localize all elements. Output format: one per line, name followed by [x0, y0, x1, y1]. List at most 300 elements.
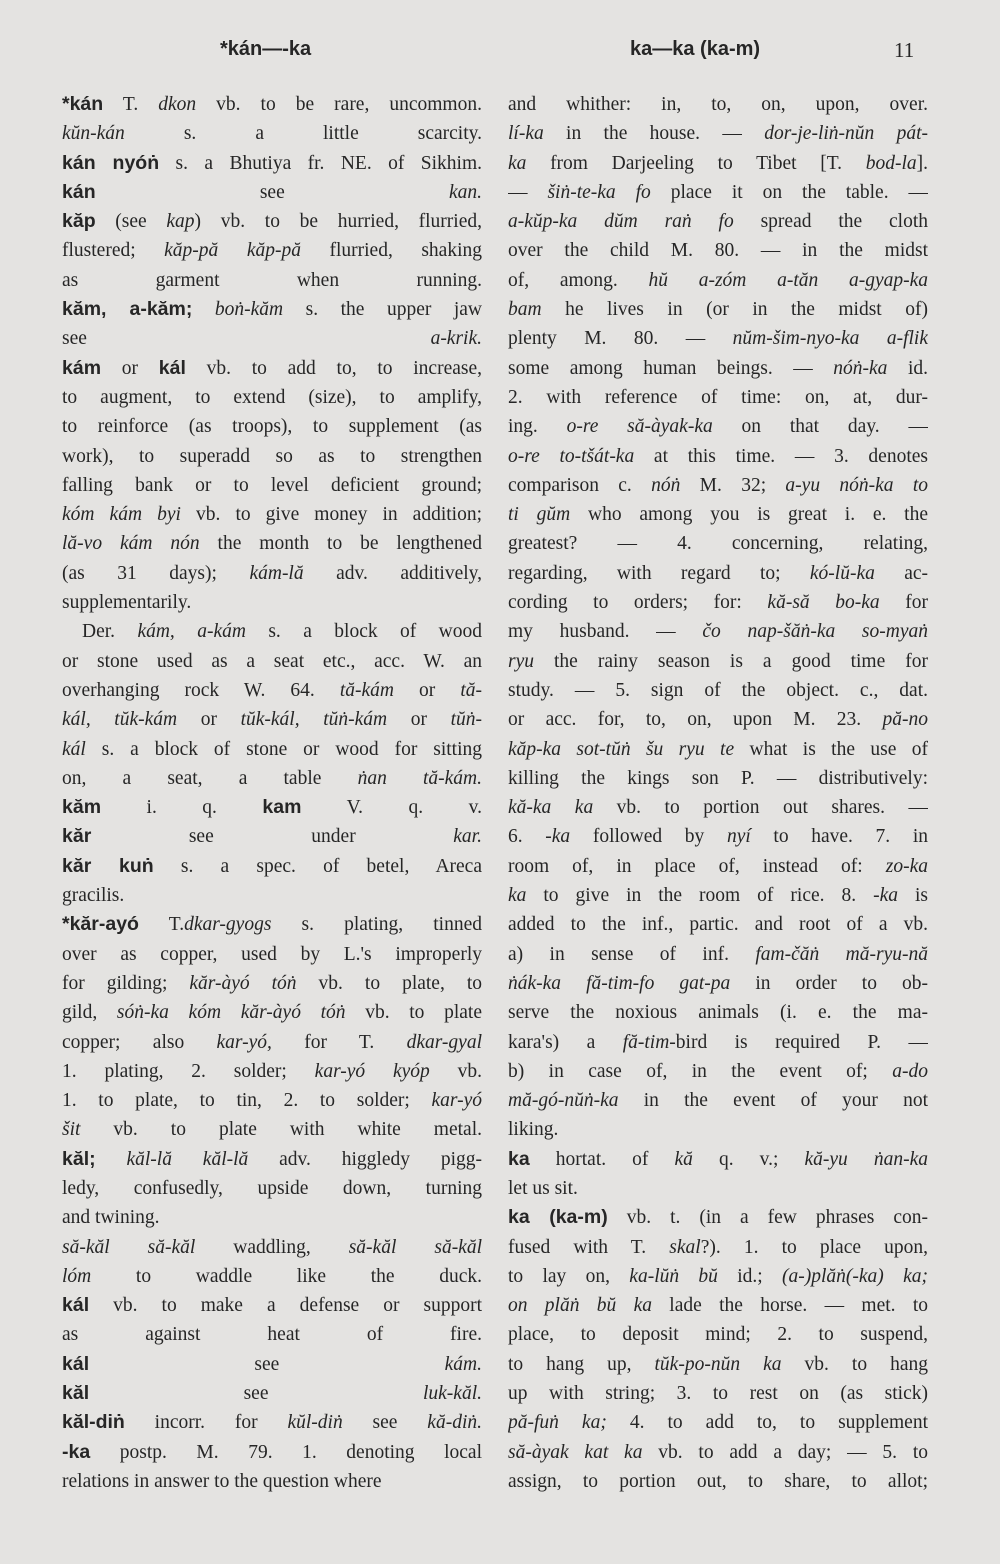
definition-text: 4. to add to, to supplement	[606, 1412, 928, 1434]
definition-text: T.	[138, 914, 185, 936]
definition-text: incorr. for	[124, 1412, 288, 1434]
italic-term: (a-)plăṅ(-ka) ka;	[782, 1265, 928, 1287]
italic-term: dkar-gyogs	[184, 914, 272, 936]
headword: kăp	[62, 210, 96, 233]
text-line	[508, 442, 928, 471]
italic-term: ti gŭm	[508, 504, 571, 526]
definition-text: to reinforce (as troops), to supplement (as	[62, 416, 482, 438]
text-line	[508, 764, 928, 793]
text-line	[508, 471, 928, 500]
definition-text: who among you is great i. e. the	[570, 504, 928, 526]
italic-term: să-kăl să-kăl	[348, 1236, 482, 1258]
definition-text: relations in answer to the question where	[62, 1470, 382, 1492]
definition-text: s. the upper jaw	[283, 299, 482, 321]
text-line	[508, 266, 928, 295]
definition-text: added to the inf., partic. and root of a vb.	[508, 914, 928, 936]
headword: *kăr-ayó	[62, 913, 139, 936]
definition-text: as against heat of fire.	[62, 1324, 482, 1346]
definition-text: vb. to plate, to	[296, 972, 482, 994]
text-line	[62, 1467, 482, 1496]
text-line	[508, 588, 928, 617]
definition-text: gracilis.	[62, 885, 125, 907]
definition-text: regarding, with regard to;	[508, 562, 810, 584]
italic-term: nóṅ-ka	[833, 357, 888, 379]
text-line	[508, 969, 928, 998]
definition-text: Der.	[82, 621, 138, 643]
definition-text: T.	[103, 94, 159, 115]
text-line	[508, 178, 928, 207]
definition-text: plenty M. 80. —	[508, 328, 733, 350]
italic-term: kap	[166, 211, 195, 233]
italic-term: kŭn-kán	[62, 123, 125, 145]
italic-term: kám, a-kám	[137, 621, 246, 643]
definition-text: a) in sense of inf.	[508, 943, 756, 965]
text-line	[508, 500, 928, 529]
definition-text: s. a block of stone or wood for sitting	[85, 738, 482, 760]
header-right-guideword: ka—ka (ka-m)	[630, 38, 761, 60]
text-line	[62, 940, 482, 969]
definition-text: id.;	[717, 1265, 782, 1287]
definition-text: copper; also	[62, 1031, 217, 1053]
text-line	[508, 295, 928, 324]
text-line	[508, 940, 928, 969]
italic-term: ṅák-ka fă-tim-fo gat-pa	[508, 972, 731, 994]
definition-text: ac-	[874, 562, 928, 584]
italic-term: ka	[508, 885, 527, 907]
italic-term: ryu	[508, 650, 534, 672]
italic-term: skal	[669, 1236, 701, 1258]
definition-text: or stone used as a seat etc., acc. W. an	[62, 650, 482, 672]
definition-text: at this time. — 3. denotes	[634, 445, 928, 467]
text-line	[62, 1262, 482, 1291]
italic-term: bam	[508, 299, 542, 321]
definition-text: see under	[91, 826, 454, 848]
text-line	[508, 617, 928, 646]
definition-text: vb. t. (in a few phrases con-	[607, 1207, 928, 1229]
italic-term: tŭk-kál, tŭṅ-kám	[240, 709, 388, 731]
text-line	[508, 1115, 928, 1144]
definition-text: some among human beings. —	[508, 357, 834, 379]
italic-term: fam-čăṅ mă-ryu-nă	[755, 943, 928, 965]
italic-term: kă-ka ka	[508, 797, 594, 819]
definition-text: vb. to add a day; — 5. to	[642, 1441, 928, 1463]
definition-text: vb. to give money in addition;	[180, 504, 482, 526]
text-line	[62, 471, 482, 500]
italic-term: luk-kăl.	[422, 1383, 482, 1405]
definition-text: waddling,	[195, 1236, 349, 1258]
text-line	[508, 412, 928, 441]
italic-term: fă-tim	[622, 1031, 670, 1053]
text-line	[62, 910, 482, 939]
text-line	[508, 1320, 928, 1349]
text-line	[62, 793, 482, 822]
text-line	[508, 998, 928, 1027]
text-line	[62, 442, 482, 471]
text-line	[62, 1291, 482, 1320]
italic-term: pă-no	[882, 709, 928, 731]
definition-text: vb. to plate with white metal.	[80, 1119, 482, 1141]
text-line	[508, 822, 928, 851]
italic-term: pă-fuṅ ka;	[508, 1412, 607, 1434]
italic-term: kă-yu ṅan-ka	[804, 1148, 928, 1170]
headword: kán	[62, 180, 96, 203]
definition-text: ledy, confusedly, upside down, turning	[62, 1177, 482, 1199]
text-line	[508, 910, 928, 939]
italic-term: kar-yó kyóp	[314, 1060, 430, 1082]
definition-text: flustered;	[62, 240, 165, 262]
text-line	[62, 1233, 482, 1262]
text-line	[62, 266, 482, 295]
headword: kăm, a-kăm;	[62, 298, 193, 321]
text-line	[508, 1262, 928, 1291]
definition-text: over the child M. 80. — in the midst	[508, 240, 928, 262]
definition-text: V. q. v.	[301, 797, 482, 819]
text-line	[62, 324, 482, 353]
text-line	[508, 852, 928, 881]
definition-text: followed by	[570, 826, 727, 848]
headword: kăm	[62, 796, 102, 819]
definition-text: kara's) a	[508, 1031, 623, 1053]
definition-text: he lives in (or in the midst of)	[541, 299, 928, 321]
definition-text: is	[898, 885, 928, 907]
headword: ka	[508, 1147, 530, 1170]
text-line	[62, 647, 482, 676]
definition-text: my husband. —	[508, 621, 703, 643]
text-line	[508, 119, 928, 148]
definition-text: see	[89, 1353, 445, 1375]
text-line	[62, 1438, 482, 1467]
definition-text: from Darjeeling to Tibet [T.	[526, 152, 866, 174]
italic-term: tă-	[460, 679, 482, 701]
text-line	[62, 178, 482, 207]
headword: kăl-diṅ	[62, 1411, 125, 1434]
definition-text: to give in the room of rice. 8.	[526, 885, 874, 907]
headword: kăl	[62, 1382, 90, 1405]
header-left-guideword: *kán—-ka	[220, 38, 312, 60]
italic-term: kar.	[453, 826, 482, 848]
italic-term: tŭṅ-	[450, 709, 482, 731]
definition-text: i. q.	[101, 797, 263, 819]
definition-text: (see	[95, 211, 167, 233]
italic-term: zo-ka	[885, 855, 928, 877]
definition-text: vb. to make a defense or support	[89, 1295, 482, 1317]
text-line	[508, 236, 928, 265]
headword: kán nyóṅ	[62, 151, 160, 174]
definition-text: serve the noxious animals (i. e. the ma-	[508, 1002, 928, 1024]
text-line	[62, 1145, 482, 1174]
definition-text: place, to deposit mind; 2. to suspend,	[508, 1324, 928, 1346]
italic-term: mă-gó-nŭṅ-ka	[508, 1090, 619, 1112]
definition-text: to augment, to extend (size), to amplify,	[62, 386, 482, 408]
definition-text: ?). 1. to place upon,	[700, 1236, 928, 1258]
italic-term: kăr-àyó tóṅ	[189, 972, 297, 994]
headword: kăr kuṅ	[62, 854, 154, 877]
definition-text: the rainy season is a good time for	[534, 650, 928, 672]
definition-text: for	[879, 592, 928, 614]
headword: kăl;	[62, 1147, 96, 1170]
text-line	[62, 881, 482, 910]
definition-text: liking.	[508, 1119, 559, 1141]
definition-text: falling bank or to level deficient ground;	[62, 474, 482, 496]
text-line	[508, 383, 928, 412]
italic-term: šiṅ-te-ka fo	[547, 181, 651, 203]
italic-term: -ka	[545, 826, 571, 848]
definition-text: see	[89, 1383, 423, 1405]
right-column	[508, 90, 928, 1496]
italic-term: čo nap-šăṅ-ka so-myaṅ	[702, 621, 928, 643]
italic-term: tă-kám	[339, 679, 394, 701]
definition-text: vb. to add to, to increase,	[185, 357, 482, 379]
italic-term: lóm	[62, 1265, 92, 1287]
definition-text: gild,	[62, 1002, 117, 1024]
headword: kál	[62, 1352, 90, 1375]
text-line	[62, 998, 482, 1027]
text-line	[62, 676, 482, 705]
definition-text: or acc. for, to, on, upon M. 23.	[508, 709, 883, 731]
italic-term: ka-lŭṅ bŭ	[629, 1265, 718, 1287]
italic-term: boṅ-kăm	[214, 299, 284, 321]
definition-text: ].	[916, 152, 928, 174]
definition-text: 6.	[508, 826, 546, 848]
italic-term: kăp-pă kăp-pă	[164, 240, 301, 262]
text-line	[508, 207, 928, 236]
definition-text: 2. with reference of time: on, at, dur-	[508, 386, 928, 408]
italic-term: o-re să-àyak-ka	[566, 416, 713, 438]
italic-term: a-do	[892, 1060, 928, 1082]
definition-text: hortat. of	[529, 1148, 675, 1170]
italic-term: šit	[62, 1119, 81, 1141]
italic-term: sóṅ-ka kóm kăr-àyó tóṅ	[116, 1002, 346, 1024]
text-line	[508, 705, 928, 734]
text-line	[508, 676, 928, 705]
definition-text: spread the cloth	[733, 211, 928, 233]
definition-text: for T.	[271, 1031, 407, 1053]
text-line	[508, 90, 928, 119]
headword: kăr	[62, 825, 92, 848]
text-line	[62, 90, 482, 119]
definition-text	[96, 1149, 127, 1170]
headword: kam	[262, 796, 302, 819]
definition-text: vb. to plate	[345, 1002, 482, 1024]
italic-term: dkon	[158, 94, 197, 115]
text-line	[62, 1028, 482, 1057]
text-line	[508, 1086, 928, 1115]
definition-text: supplementarily.	[62, 592, 192, 614]
italic-term: kar-yó	[431, 1090, 482, 1112]
text-line	[62, 1320, 482, 1349]
definition-text: or	[393, 679, 461, 701]
italic-term: ṅan tă-kám.	[357, 767, 482, 789]
text-line	[62, 1086, 482, 1115]
italic-term: lă-vo kám nón	[62, 533, 200, 555]
text-line	[508, 1467, 928, 1496]
definition-text: s. a Bhutiya fr. NE. of Sikhim.	[159, 152, 482, 174]
text-line	[508, 529, 928, 558]
definition-text: b) in case of, in the event of;	[508, 1060, 893, 1082]
headword: kál	[158, 356, 186, 379]
text-line	[62, 1174, 482, 1203]
headword: *kán	[62, 93, 104, 115]
italic-term: kó-lŭ-ka	[809, 562, 875, 584]
italic-term: kál	[62, 738, 86, 760]
text-line	[62, 764, 482, 793]
text-line	[62, 1408, 482, 1437]
definition-text: to hang up,	[508, 1353, 655, 1375]
italic-term: nóṅ	[651, 474, 681, 496]
definition-text: (as 31 days);	[62, 562, 250, 584]
italic-term: o-re to-tšát-ka	[508, 445, 635, 467]
text-line	[62, 617, 482, 646]
text-line	[62, 149, 482, 178]
italic-term: on plăṅ bŭ ka	[508, 1295, 652, 1317]
italic-term: să-àyak kat ka	[508, 1441, 643, 1463]
definition-text: to lay on,	[508, 1265, 630, 1287]
italic-term: kă-să bo-ka	[767, 592, 880, 614]
headword: -ka	[62, 1440, 91, 1463]
text-line	[62, 412, 482, 441]
definition-text: to have. 7. in	[750, 826, 928, 848]
definition-text: -bird is required P. —	[669, 1031, 928, 1053]
definition-text: adv. higgledy pigg-	[248, 1148, 482, 1170]
definition-text: place it on the table. —	[650, 181, 928, 203]
headword: ka (ka-m)	[508, 1206, 608, 1229]
italic-term: a-kŭp-ka dŭm raṅ fo	[508, 211, 734, 233]
italic-term: nyí	[726, 826, 751, 848]
italic-term: bod-la	[865, 152, 917, 174]
definition-text: in order to ob-	[730, 972, 928, 994]
italic-term: dkar-gyal	[406, 1031, 482, 1053]
text-line	[62, 559, 482, 588]
italic-term: kám.	[444, 1353, 482, 1375]
text-line	[62, 295, 482, 324]
text-line	[62, 735, 482, 764]
italic-term: a-krik.	[430, 328, 482, 350]
text-line	[62, 969, 482, 998]
text-line	[62, 236, 482, 265]
text-line	[62, 1350, 482, 1379]
running-header	[0, 38, 1000, 72]
definition-text: cording to orders; for:	[508, 592, 768, 614]
italic-term: kar-yó,	[216, 1031, 272, 1053]
italic-term: să-kăl să-kăl	[62, 1236, 196, 1258]
definition-text: in the house. —	[543, 123, 765, 145]
text-line	[508, 1174, 928, 1203]
text-line	[508, 1203, 928, 1232]
definition-text: or	[387, 709, 451, 731]
italic-term: tŭk-po-nŭn ka	[654, 1353, 782, 1375]
definition-text: ) vb. to be hurried, flurried,	[194, 211, 482, 233]
text-line	[62, 500, 482, 529]
italic-term: lí-ka	[508, 123, 544, 145]
definition-text: —	[508, 181, 548, 203]
text-line	[62, 1115, 482, 1144]
italic-term: a-yu nóṅ-ka to	[785, 474, 928, 496]
italic-term: kám-lă	[249, 562, 304, 584]
definition-text: lade the horse. — met. to	[651, 1295, 928, 1317]
italic-term: nŭm-šim-nyo-ka a-flik	[732, 328, 928, 350]
definition-text: or	[177, 709, 241, 731]
text-line	[62, 207, 482, 236]
text-line	[62, 383, 482, 412]
text-line	[508, 1438, 928, 1467]
definition-text: vb. to be rare, uncommon.	[196, 94, 482, 115]
definition-text: of, among.	[508, 269, 649, 291]
text-line	[62, 1057, 482, 1086]
definition-text: on, a seat, a table	[62, 767, 358, 789]
italic-term: kŭl-diṅ	[287, 1412, 343, 1434]
definition-text: postp. M. 79. 1. denoting local	[90, 1441, 482, 1463]
page-number: 11	[894, 38, 915, 62]
text-line	[508, 1350, 928, 1379]
definition-text: and whither: in, to, on, upon, over.	[508, 94, 928, 115]
definition-text: flurried, shaking	[300, 240, 482, 262]
definition-text: vb. to hang	[781, 1353, 928, 1375]
italic-term: kăl-lă kăl-lă	[126, 1148, 249, 1170]
text-line	[508, 1233, 928, 1262]
italic-term: kan.	[448, 181, 482, 203]
definition-text	[192, 299, 215, 320]
definition-text: ing.	[508, 416, 567, 438]
text-line	[62, 119, 482, 148]
text-line	[508, 324, 928, 353]
definition-text: see	[62, 328, 431, 350]
left-column	[62, 90, 482, 1496]
definition-text: assign, to portion out, to share, to allot;	[508, 1470, 928, 1492]
text-line	[508, 1379, 928, 1408]
definition-text: 1. to plate, to tin, 2. to solder;	[62, 1090, 432, 1112]
definition-text: in the event of your not	[618, 1090, 928, 1112]
text-line	[62, 852, 482, 881]
text-line	[62, 529, 482, 558]
italic-term: ka	[508, 152, 527, 174]
italic-term: kă-diṅ.	[427, 1412, 482, 1434]
text-line	[62, 588, 482, 617]
text-line	[508, 793, 928, 822]
definition-text: what is the use of	[734, 738, 928, 760]
definition-text: vb. to portion out shares. —	[593, 797, 928, 819]
headword: kám	[62, 356, 102, 379]
definition-text: s. a spec. of betel, Areca	[153, 855, 482, 877]
definition-text: adv. additively,	[303, 562, 482, 584]
text-line	[508, 149, 928, 178]
definition-text: let us sit.	[508, 1177, 578, 1199]
text-line	[508, 354, 928, 383]
definition-text: work), to superadd so as to strengthen	[62, 445, 482, 467]
text-line	[508, 1291, 928, 1320]
italic-term: kăp-ka sot-tŭṅ šu ryu te	[508, 738, 735, 760]
italic-term: kóm kám byi	[62, 504, 181, 526]
headword: kál	[62, 1294, 90, 1317]
text-line	[62, 1203, 482, 1232]
definition-text: 1. plating, 2. solder;	[62, 1060, 315, 1082]
definition-text: study. — 5. sign of the object. c., dat.	[508, 679, 928, 701]
definition-text: to waddle like the duck.	[91, 1265, 482, 1287]
definition-text: id.	[887, 357, 928, 379]
text-line	[508, 559, 928, 588]
definition-text: greatest? — 4. concerning, relating,	[508, 533, 928, 555]
definition-text: on that day. —	[712, 416, 928, 438]
text-line	[508, 881, 928, 910]
definition-text: as garment when running.	[62, 269, 482, 291]
definition-text: over as copper, used by L.'s improperly	[62, 943, 482, 965]
definition-text: see	[342, 1412, 428, 1434]
definition-text: killing the kings son P. — distributively:	[508, 767, 928, 789]
definition-text: s. a block of wood	[245, 621, 482, 643]
definition-text: overhanging rock W. 64.	[62, 679, 340, 701]
definition-text: or	[101, 357, 159, 379]
text-line	[508, 735, 928, 764]
italic-term: dor-je-liṅ-nŭn pát-	[764, 123, 928, 145]
